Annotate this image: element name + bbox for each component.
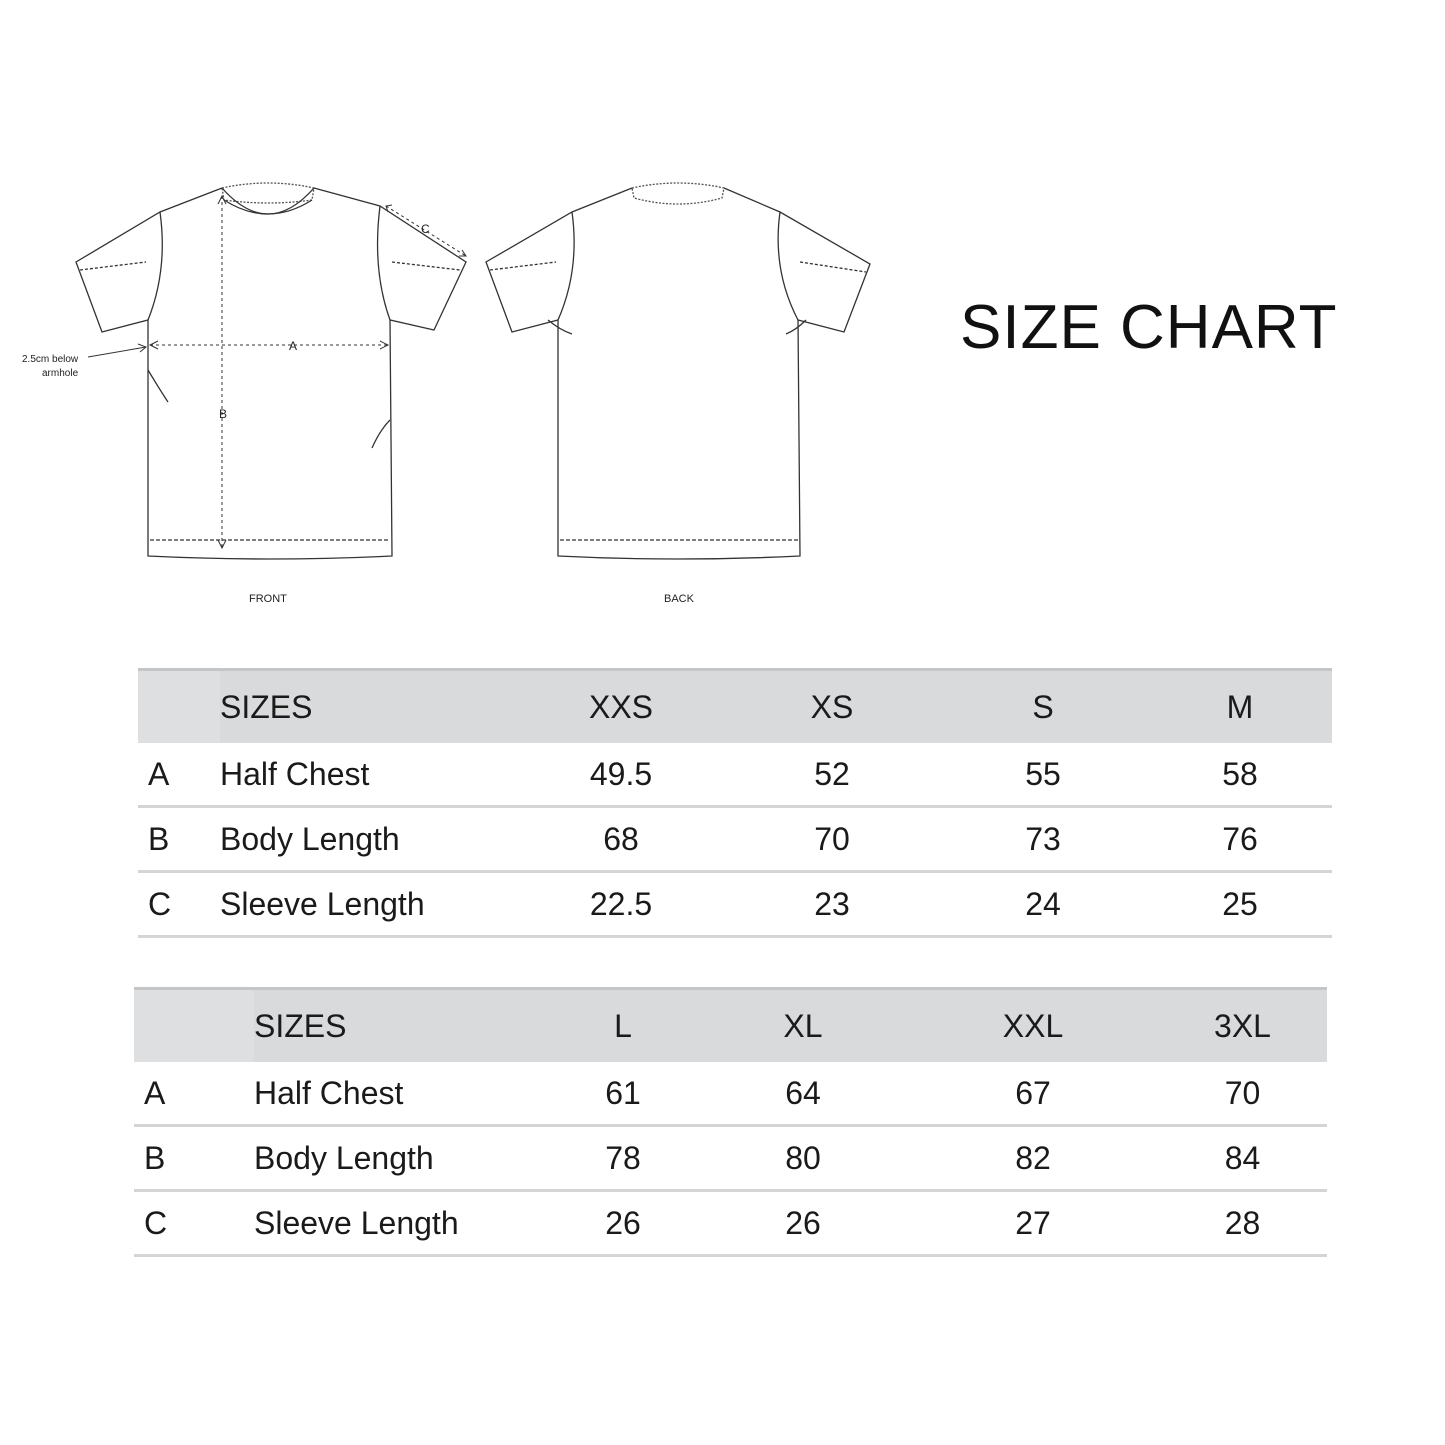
tshirt-illustration — [0, 170, 900, 630]
header-size: S — [938, 670, 1148, 744]
cell-value: 27 — [908, 1191, 1158, 1256]
measurement-guides — [88, 196, 466, 548]
measure-marker-b: B — [219, 407, 228, 421]
row-label: Sleeve Length — [220, 872, 516, 937]
armhole-note-line2: armhole — [42, 368, 79, 379]
table-row — [138, 807, 1332, 872]
cell-value: 73 — [938, 807, 1148, 872]
table-header-row — [134, 989, 1327, 1063]
cell-value: 78 — [548, 1126, 698, 1191]
cell-value: 70 — [1158, 1062, 1327, 1126]
row-letter: C — [138, 872, 220, 937]
cell-value: 28 — [1158, 1191, 1327, 1256]
row-letter: B — [134, 1126, 254, 1191]
measure-marker-a: A — [289, 339, 298, 353]
row-letter: A — [138, 743, 220, 807]
cell-value: 80 — [698, 1126, 908, 1191]
cell-value: 82 — [908, 1126, 1158, 1191]
cell-value: 70 — [726, 807, 938, 872]
header-blank-cell — [134, 989, 254, 1063]
cell-value: 84 — [1158, 1126, 1327, 1191]
header-size: XXS — [516, 670, 726, 744]
row-label: Half Chest — [254, 1062, 548, 1126]
cell-value: 25 — [1148, 872, 1332, 937]
header-sizes-label: SIZES — [220, 670, 516, 744]
size-table-1 — [138, 668, 1332, 938]
header-size: XL — [698, 989, 908, 1063]
header-size: L — [548, 989, 698, 1063]
cell-value: 64 — [698, 1062, 908, 1126]
cell-value: 61 — [548, 1062, 698, 1126]
armhole-note-line1: 2.5cm below — [22, 354, 79, 365]
row-label: Half Chest — [220, 743, 516, 807]
row-letter: A — [134, 1062, 254, 1126]
cell-value: 26 — [698, 1191, 908, 1256]
header-size: XXL — [908, 989, 1158, 1063]
cell-value: 76 — [1148, 807, 1332, 872]
cell-value: 24 — [938, 872, 1148, 937]
table-row — [134, 1062, 1327, 1126]
table-row — [138, 872, 1332, 937]
header-blank-cell — [138, 670, 220, 744]
cell-value: 52 — [726, 743, 938, 807]
header-size: 3XL — [1158, 989, 1327, 1063]
cell-value: 55 — [938, 743, 1148, 807]
header-size: M — [1148, 670, 1332, 744]
row-label: Body Length — [254, 1126, 548, 1191]
row-letter: B — [138, 807, 220, 872]
cell-value: 22.5 — [516, 872, 726, 937]
cell-value: 26 — [548, 1191, 698, 1256]
header-sizes-label: SIZES — [254, 989, 548, 1063]
cell-value: 49.5 — [516, 743, 726, 807]
table-header-row — [138, 670, 1332, 744]
front-label: FRONT — [249, 593, 287, 605]
back-tshirt-drawing — [486, 183, 870, 559]
table-row — [134, 1126, 1327, 1191]
row-label: Sleeve Length — [254, 1191, 548, 1256]
cell-value: 58 — [1148, 743, 1332, 807]
row-letter: C — [134, 1191, 254, 1256]
header-size: XS — [726, 670, 938, 744]
measure-marker-c: C — [421, 222, 430, 236]
back-label: BACK — [664, 593, 694, 605]
row-label: Body Length — [220, 807, 516, 872]
front-tshirt-drawing — [76, 183, 466, 559]
cell-value: 67 — [908, 1062, 1158, 1126]
page-title: SIZE CHART — [960, 293, 1338, 362]
table-row — [138, 743, 1332, 807]
cell-value: 68 — [516, 807, 726, 872]
size-table-2 — [134, 987, 1327, 1257]
table-row — [134, 1191, 1327, 1256]
cell-value: 23 — [726, 872, 938, 937]
